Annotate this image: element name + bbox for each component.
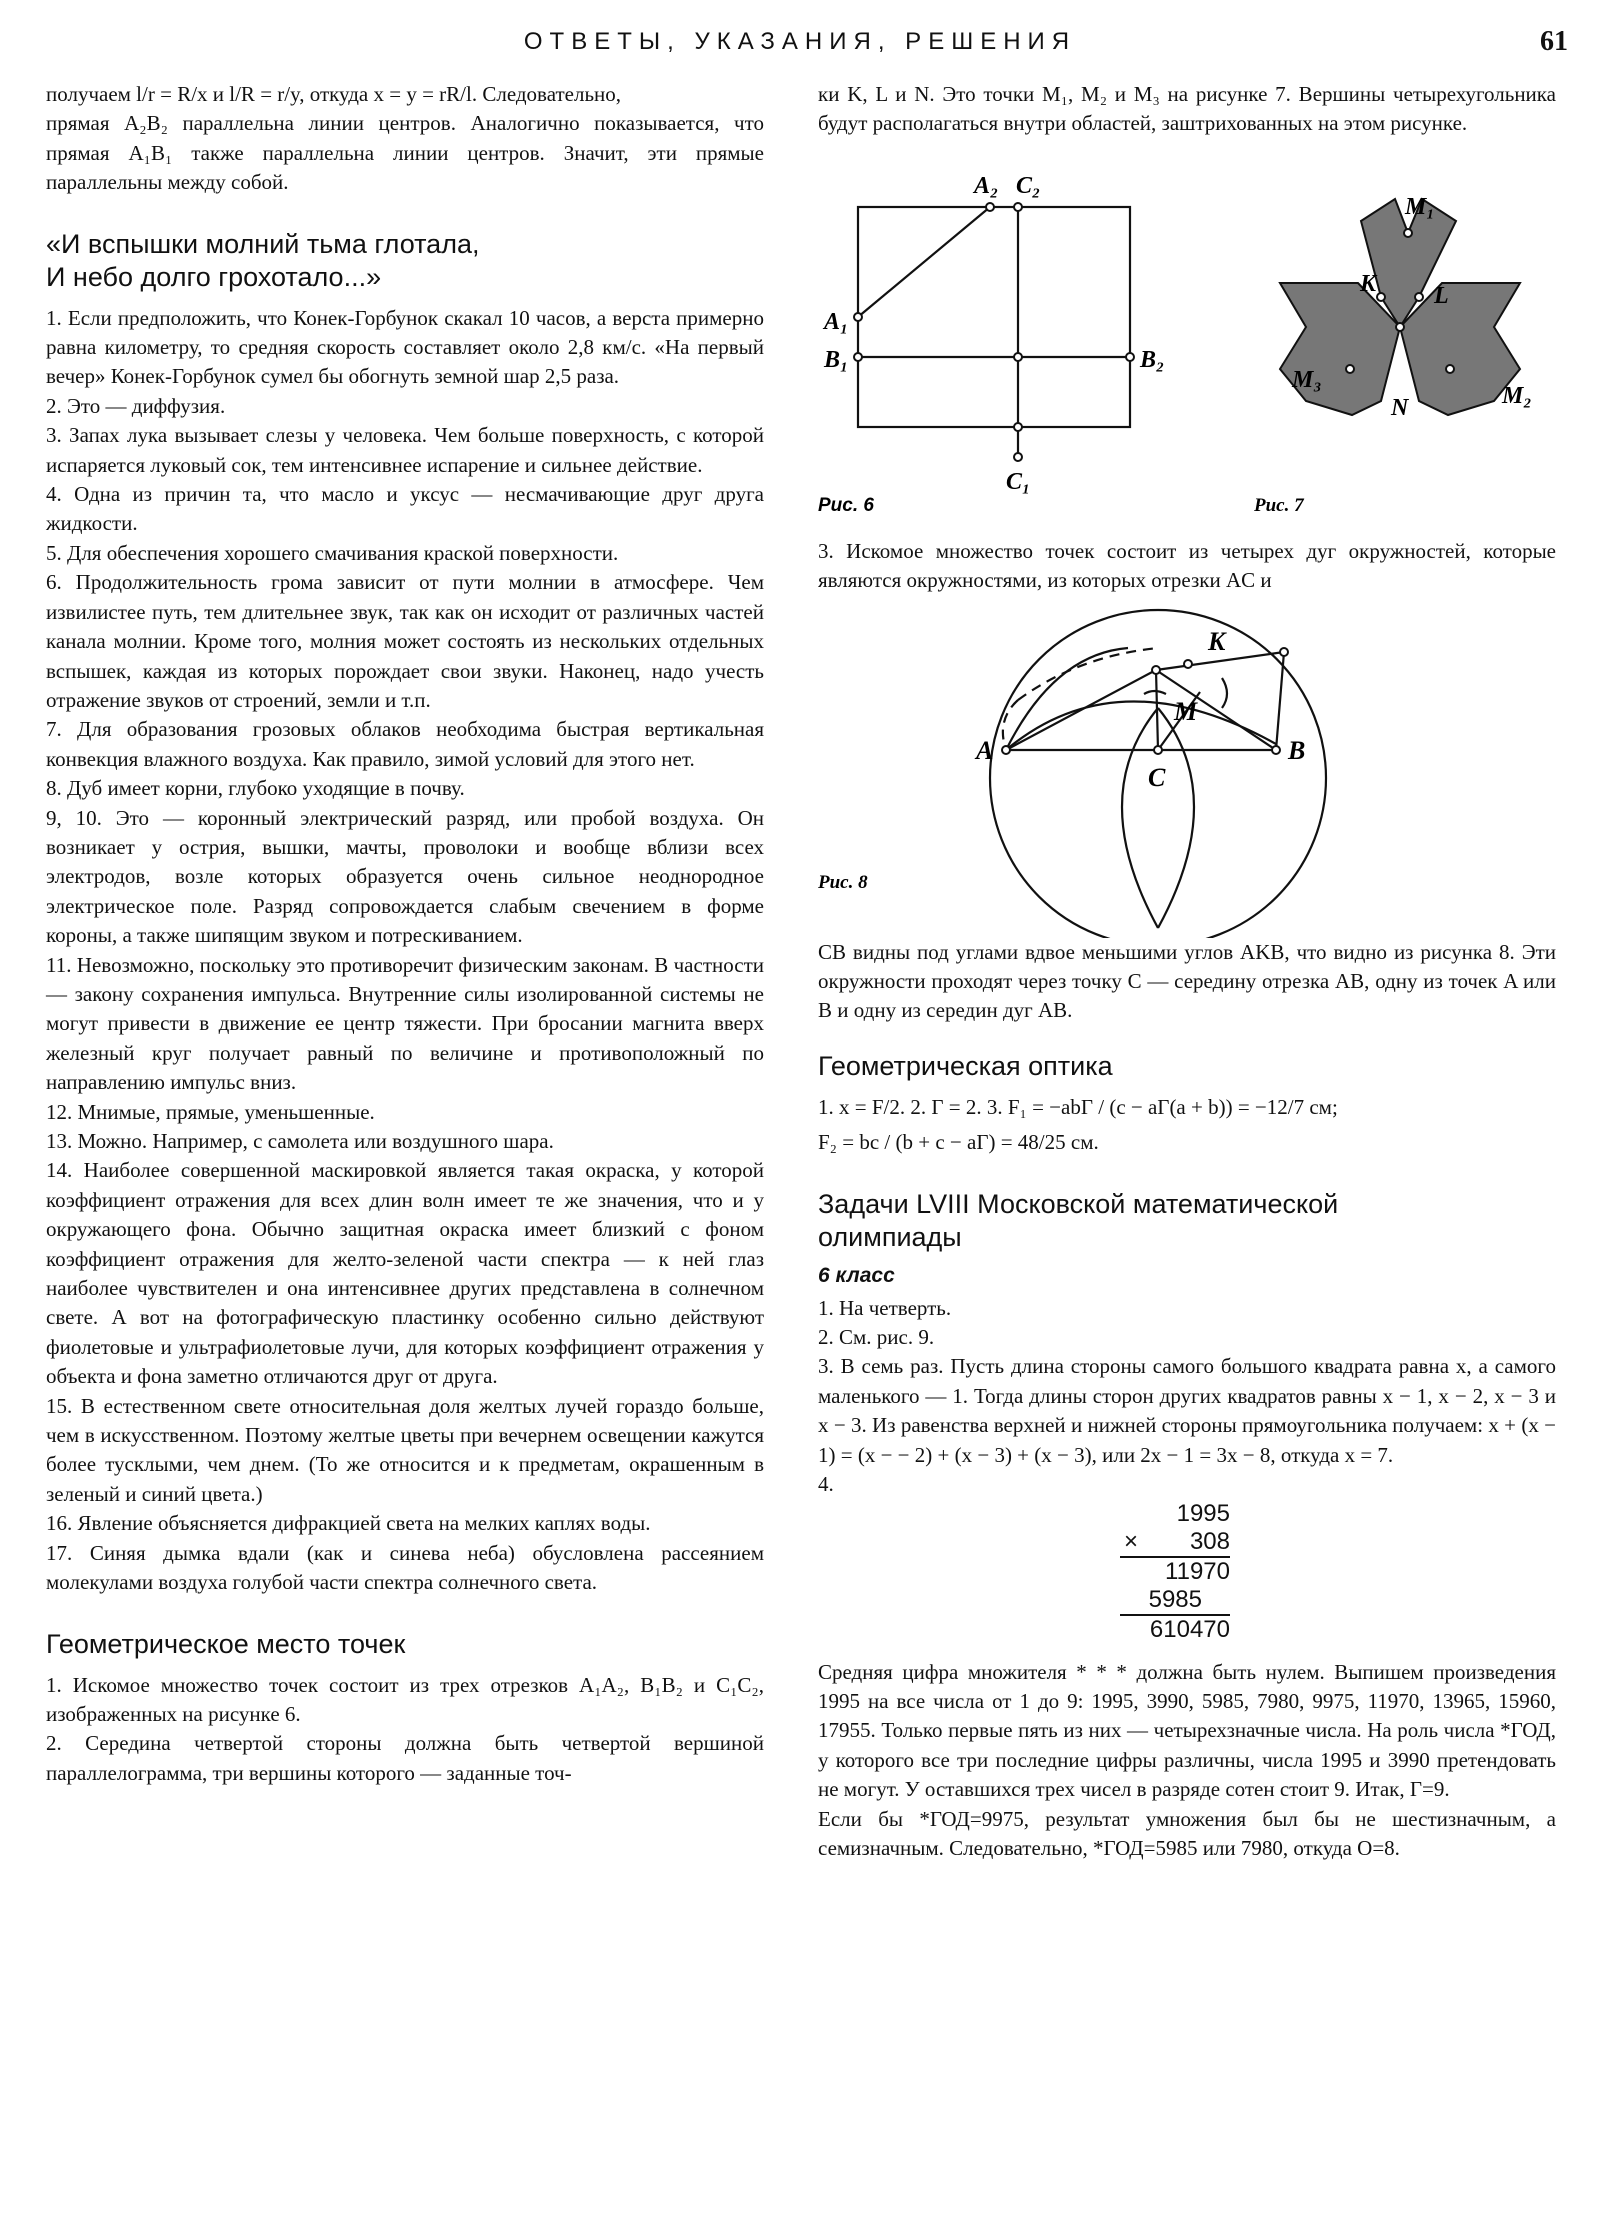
label-M: M bbox=[1174, 696, 1198, 726]
section-title-lightning bbox=[46, 228, 764, 294]
answer-item: 6. Продолжительность грома зависит от пути молнии в атмосфере. Чем извилистее путь, тем длительнее звук, так как он исходит от различных частей канала молнии. Кроме того, молния может состоять из нескольких отдельных вспышек, каждая из которых порождает свои звуки. Наконец, надо учесть отражение звуков от строений, земли и т.п. bbox=[46, 570, 764, 712]
figure-8-svg bbox=[818, 596, 1556, 938]
answer-item: 1. Если предположить, что Конек-Горбунок скакал 10 часов, а верста примерно равна километру, то средняя скорость составляет около 2,8 км/с. «На первый вечер» Конек-Горбунок сумел бы обогнуть земной шар 2,5 раза. bbox=[46, 305, 764, 389]
multiplication-block bbox=[1120, 1500, 1230, 1644]
figure-6 bbox=[858, 207, 1130, 457]
label-K-fig8: K bbox=[1208, 626, 1226, 656]
intro-paragraph: прямая A₂B₂ параллельна линии центров. Аналогично показывается, что прямая A₁B₁ также параллельна линии центров. Значит, эти прямые параллельны между собой. bbox=[46, 111, 764, 195]
label-C1: C₁ bbox=[1006, 468, 1031, 495]
olympiad-title-line-2: олимпиады bbox=[818, 1221, 962, 1252]
locus-item: 1. Искомое множество точек состоит из трех отрезков A₁A₂, B₁B₂ и C₁C₂, изображенных на рисунке 6. bbox=[46, 1672, 764, 1726]
running-title: ОТВЕТЫ, УКАЗАНИЯ, РЕШЕНИЯ bbox=[523, 28, 1077, 55]
label-C2: C₂ bbox=[1016, 172, 1041, 199]
figure-8-caption: Рис. 8 bbox=[818, 871, 868, 893]
label-C: C bbox=[1148, 762, 1166, 792]
section-title-optics: Геометрическая оптика bbox=[818, 1050, 1113, 1081]
label-A1: A₁ bbox=[824, 308, 849, 335]
section-title-olympiad bbox=[818, 1188, 1556, 1254]
label-N: N bbox=[1391, 394, 1409, 421]
answer-item: 11. Невозможно, поскольку это противоречит физическим законам. В частности — закону сохранения импульса. Внутренние силы изолированной системы не могут привести в движение ее центр тяжести. При бросании магнита вверх железный круг получает равный по величине и противоположный по направлению импульс вниз. bbox=[46, 952, 764, 1095]
label-B1: B₁ bbox=[824, 346, 849, 373]
multiplier-row bbox=[1120, 1528, 1230, 1558]
olympiad-item: 3. В семь раз. Пусть длина стороны самого большого квадрата равна x, а самого маленького — 1. Тогда длины сторон других квадратов равны x − 1, x − 2, x − 3 и x − 3. Из равенства верхней и нижней стороны прямоугольника получаем: x + (x − 1) = (x − − 2) + (x − 3) + (x − 3), или 2x − 1 = 3x − 8, откуда x = 7. bbox=[818, 1354, 1556, 1467]
label-M3: M₃ bbox=[1292, 366, 1322, 393]
partial-product-2: 5985 bbox=[1120, 1586, 1230, 1616]
olympiad-item: 1. На четверть. bbox=[818, 1295, 952, 1320]
continuation-paragraph: ки K, L и N. Это точки M₁, M₂ и M₃ на рисунке 7. Вершины четырехугольника будут располагаться внутри областей, заштрихованных на этом рисунке. bbox=[818, 82, 1556, 136]
answer-item: 15. В естественном свете относительная доля желтых лучей гораздо больше, чем в искусственном. Поэтому желтые цветы при вечернем освещении кажутся более тусклыми, чем днем. (То же относится и к предметам, окрашенным в зеленый и синий цвета.) bbox=[46, 1393, 764, 1506]
partial-product-1: 11970 bbox=[1165, 1557, 1230, 1585]
after-figure-8-paragraph: CB видны под углами вдвое меньшими углов AKB, что видно из рисунка 8. Эти окружности проходят через точку C — середину отрезка AB, одну из точек A или B и одну из середин дуг AB. bbox=[818, 939, 1556, 1023]
answer-item: 4. Одна из причин та, что масло и уксус — несмачивающие друг друга жидкости. bbox=[46, 482, 764, 536]
product-result: 610470 bbox=[1149, 1615, 1230, 1643]
answer-item: 5. Для обеспечения хорошего смачивания краской поверхности. bbox=[46, 540, 619, 565]
answer-item: 3. Запах лука вызывает слезы у человека. Чем больше поверхность, с которой испаряется луковый сок, тем интенсивнее испарение и сильнее действие. bbox=[46, 423, 764, 477]
label-M2: M₂ bbox=[1502, 382, 1532, 409]
olympiad-item: 4. bbox=[818, 1472, 834, 1497]
left-column bbox=[46, 80, 764, 1788]
right-column bbox=[818, 80, 1556, 1863]
figure-8 bbox=[818, 596, 1556, 938]
multiplier: 308 bbox=[1189, 1527, 1230, 1555]
section-title-line-2: И небо долго грохотало...» bbox=[46, 261, 382, 292]
item-3-paragraph: 3. Искомое множество точек состоит из четырех дуг окружностей, которые являются окружностями, из которых отрезки AC и bbox=[818, 538, 1556, 593]
multiplicand: 1995 bbox=[1176, 1499, 1230, 1527]
answer-item: 13. Можно. Например, с самолета или воздушного шара. bbox=[46, 1129, 554, 1153]
label-A: A bbox=[976, 735, 994, 765]
olympiad-title-line-1: Задачи LVIII Московской математической bbox=[818, 1188, 1339, 1219]
figure-6-7-svg bbox=[818, 139, 1556, 519]
figure-6-points bbox=[854, 203, 1134, 461]
answer-item: 2. Это — диффузия. bbox=[46, 393, 226, 418]
final-paragraph: Средняя цифра множителя * * * должна быть нулем. Выпишем произведения 1995 на все числа от 1 до 9: 1995, 3990, 5985, 7980, 9975, 11970, 13965, 15960, 17955. Только первые пять из них — четырехзначные числа. На роль числа *ГОД, у которого все три последние цифры различны, числа 1995 и 3990 претендовать не могут. У оставшихся трех чисел в разряде сотен стоит 9. Итак, Г=9. bbox=[818, 1659, 1556, 1802]
answer-item: 14. Наиболее совершенной маскировкой является такая окраска, у которой коэффициент отражения для всех длин волн имеет те же значения, что и у окружающего фона. Обычно защитная окраска имеет близкий с фоном коэффициент отражения для желто-зеленой части спектра — к ней глаз наиболее чувствителен и она интенсивнее других представлена в солнечном свете. А вот на фотографическую пластинку особенно сильно действуют фиолетовые и ультрафиолетовые лучи, для которых коэффициент отражения у объекта и фона заметно отличаются друг от друга. bbox=[46, 1158, 764, 1389]
optics-line-2: F₂ = bc / (b + c − aΓ) = 48/25 см. bbox=[818, 1130, 1099, 1155]
label-B: B bbox=[1288, 735, 1306, 765]
intro-formula-line: получаем l/r = R/x и l/R = r/y, откуда x = y = rR/l. Следовательно, bbox=[46, 82, 622, 106]
label-K: K bbox=[1360, 270, 1377, 297]
multiply-sign: × bbox=[1124, 1527, 1139, 1555]
answer-item: 12. Мнимые, прямые, уменьшенные. bbox=[46, 1099, 375, 1124]
answer-item: 17. Синяя дымка вдали (как и синева неба) обусловлена рассеянием молекулами воздуха голубой части спектра солнечного света. bbox=[46, 1540, 764, 1595]
answer-item: 7. Для образования грозовых облаков необходима быстрая вертикальная конвекция влажного воздуха. Как правило, зимой условий для этого нет. bbox=[46, 717, 764, 771]
page-header bbox=[0, 26, 1600, 66]
label-M1: M₁ bbox=[1405, 193, 1435, 220]
answer-item: 16. Явление объясняется дифракцией света на мелких каплях воды. bbox=[46, 1511, 651, 1536]
olympiad-item: 2. См. рис. 9. bbox=[818, 1325, 935, 1350]
figure-7-caption: Рис. 7 bbox=[1254, 494, 1304, 516]
optics-line-1: 1. x = F/2. 2. Γ = 2. 3. F₁ = −abΓ / (c − aΓ(a + b)) = −12/7 см; bbox=[818, 1094, 1338, 1119]
answer-item: 8. Дуб имеет корни, глубоко уходящие в почву. bbox=[46, 776, 465, 801]
label-L: L bbox=[1434, 282, 1449, 309]
section-title-line-1: «И вспышки молний тьма глотала, bbox=[46, 228, 480, 259]
answer-item: 9, 10. Это — коронный электрический разряд, или пробой воздуха. Он возникает у острия, вышки, мачты, проволоки и вообще вблизи всех электродов, возле которых образуется очень сильное неоднородное электрическое поле. Разряд сопровождается слабым свечением в форме короны, а также шипящим звуком и потрескиванием. bbox=[46, 805, 764, 948]
final-paragraph-2: Если бы *ГОД=9975, результат умножения был бы не шестизначным, а семизначным. Следовательно, *ГОД=5985 или 7980, откуда О=8. bbox=[818, 1806, 1556, 1860]
figures-6-7 bbox=[818, 139, 1556, 519]
page-number: 61 bbox=[1540, 26, 1568, 57]
grade-label: 6 класс bbox=[818, 1263, 895, 1287]
figure-6-caption: Рис. 6 bbox=[818, 494, 874, 516]
label-B2: B₂ bbox=[1140, 346, 1165, 373]
locus-item: 2. Середина четвертой стороны должна быть четвертой вершиной параллелограмма, три вершины которого — заданные точ- bbox=[46, 1731, 764, 1785]
label-A2: A₂ bbox=[974, 172, 999, 199]
section-title-locus: Геометрическое место точек bbox=[46, 1628, 406, 1659]
